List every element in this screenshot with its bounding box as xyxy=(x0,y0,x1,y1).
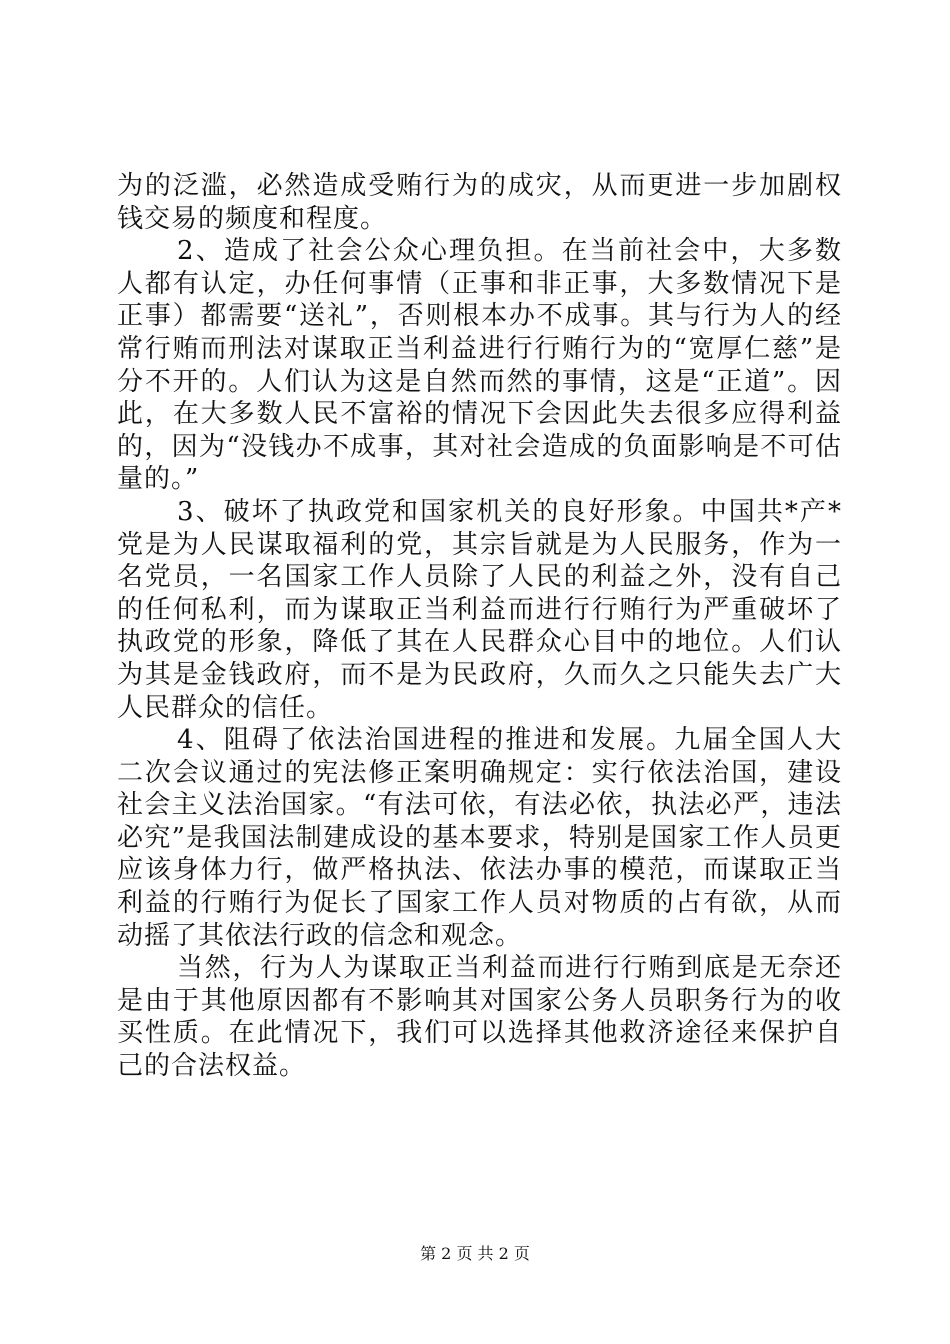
paragraph-continuation: 为的泛滥，必然造成受贿行为的成灾，从而更进一步加剧权钱交易的频度和程度。 xyxy=(117,171,842,234)
paragraph-point-3: 3、破坏了执政党和国家机关的良好形象。中国共*产*党是为人民谋取福利的党，其宗旨就是为人民服务，作为一名党员，一名国家工作人员除了人民的利益之外，没有自己的任何私利，而为谋取正当利益而进行行贿行为严重破坏了执政党的形象，降低了其在人民群众心目中的地位。人们认为其是金钱政府，而不是为民政府，久而久之只能失去广大人民群众的信任。 xyxy=(117,496,842,723)
page-number-footer: 第 2 页 共 2 页 xyxy=(420,1244,530,1263)
paragraph-point-2: 2、造成了社会公众心理负担。在当前社会中，大多数人都有认定，办任何事情（正事和非正事，大多数情况下是正事）都需要“送礼”，否则根本办不成事。其与行为人的经常行贿而刑法对谋取正当利益进行行贿行为的“宽厚仁慈”是分不开的。人们认为这是自然而然的事情，这是“正道”。因此，在大多数人民不富裕的情况下会因此失去很多应得利益的，因为“没钱办不成事，其对社会造成的负面影响是不可估量的。” xyxy=(117,236,842,495)
document-body xyxy=(117,170,842,1083)
paragraph-conclusion: 当然，行为人为谋取正当利益而进行行贿到底是无奈还是由于其他原因都有不影响其对国家公务人员职务行为的收买性质。在此情况下，我们可以选择其他救济途径来保护自己的合法权益。 xyxy=(117,953,842,1082)
paragraph-point-4: 4、阻碍了依法治国进程的推进和发展。九届全国人大二次会议通过的宪法修正案明确规定：实行依法治国，建设社会主义法治国家。“有法可依，有法必依，执法必严，违法必究”是我国法制建成设的基本要求，特别是国家工作人员更应该身体力行，做严格执法、依法办事的模范，而谋取正当利益的行贿行为促长了国家工作人员对物质的占有欲，从而动摇了其依法行政的信念和观念。 xyxy=(117,725,842,951)
